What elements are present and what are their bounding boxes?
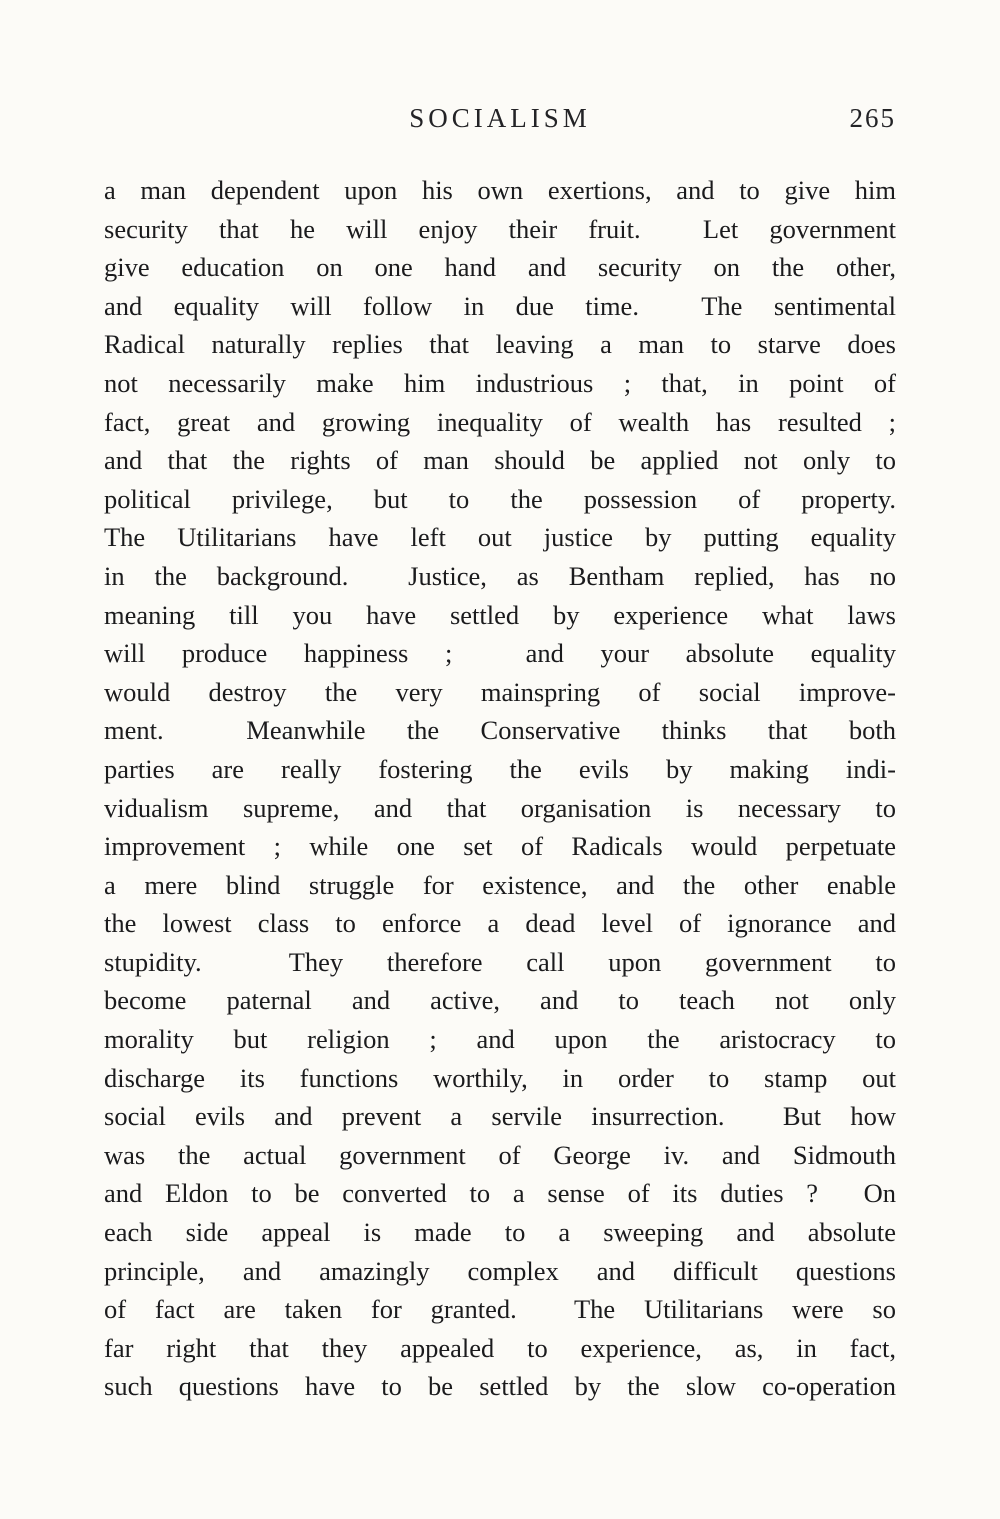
- text-line: ment. Meanwhile the Conservative thinks that both: [104, 715, 896, 746]
- text-line: a man dependent upon his own exertions, and to give him: [104, 175, 896, 205]
- text-line: social evils and prevent a servile insurrection. But how: [104, 1101, 896, 1132]
- text-line: not necessarily make him industrious ; that, in point of: [104, 367, 896, 398]
- text-line: and that the rights of man should be applied not only to: [104, 445, 896, 476]
- text-line: The Utilitarians have left out justice by putting equality: [104, 522, 896, 553]
- text-line: in the background. Justice, as Bentham replied, has no: [104, 560, 896, 591]
- text-line: fact, great and growing inequality of wealth has resulted ;: [104, 406, 896, 437]
- page-header: [104, 103, 896, 137]
- text-line: morality but religion ; and upon the aristocracy to: [104, 1024, 896, 1055]
- page-number: 265: [849, 103, 896, 133]
- text-line: of fact are taken for granted. The Utilitarians were so: [104, 1294, 896, 1325]
- text-line: vidualism supreme, and that organisation is necessary to: [104, 792, 896, 823]
- text-line: far right that they appealed to experience, as, in fact,: [104, 1332, 896, 1363]
- text-line: the lowest class to enforce a dead level of ignorance and: [104, 908, 896, 939]
- text-line: improvement ; while one set of Radicals would perpetuate: [104, 831, 896, 862]
- text-line: each side appeal is made to a sweeping and absolute: [104, 1217, 896, 1248]
- text-line: and equality will follow in due time. The sentimental: [104, 290, 896, 321]
- text-line: was the actual government of George iv. and Sidmouth: [104, 1139, 896, 1170]
- text-line: would destroy the very mainspring of social improve-: [104, 676, 896, 707]
- text-line: become paternal and active, and to teach not only: [104, 985, 896, 1016]
- text-line: a mere blind struggle for existence, and the other enable: [104, 869, 896, 900]
- page-text: [104, 171, 896, 1406]
- running-head-title: SOCIALISM: [409, 103, 591, 133]
- text-line: political privilege, but to the possession of property.: [104, 483, 896, 514]
- text-line: parties are really fostering the evils by making indi-: [104, 753, 896, 784]
- text-line: stupidity. They therefore call upon government to: [104, 946, 896, 977]
- text-line: and Eldon to be converted to a sense of its duties ? On: [104, 1178, 896, 1209]
- text-line: discharge its functions worthily, in order to stamp out: [104, 1062, 896, 1093]
- text-line: such questions have to be settled by the slow co-operation: [104, 1371, 896, 1402]
- text-line: security that he will enjoy their fruit. Let government: [104, 213, 896, 244]
- text-line: give education on one hand and security on the other,: [104, 252, 896, 283]
- text-line: principle, and amazingly complex and difficult questions: [104, 1255, 896, 1286]
- text-line: will produce happiness ; and your absolute equality: [104, 638, 896, 669]
- text-line: Radical naturally replies that leaving a man to starve does: [104, 329, 896, 360]
- text-line: meaning till you have settled by experience what laws: [104, 599, 896, 630]
